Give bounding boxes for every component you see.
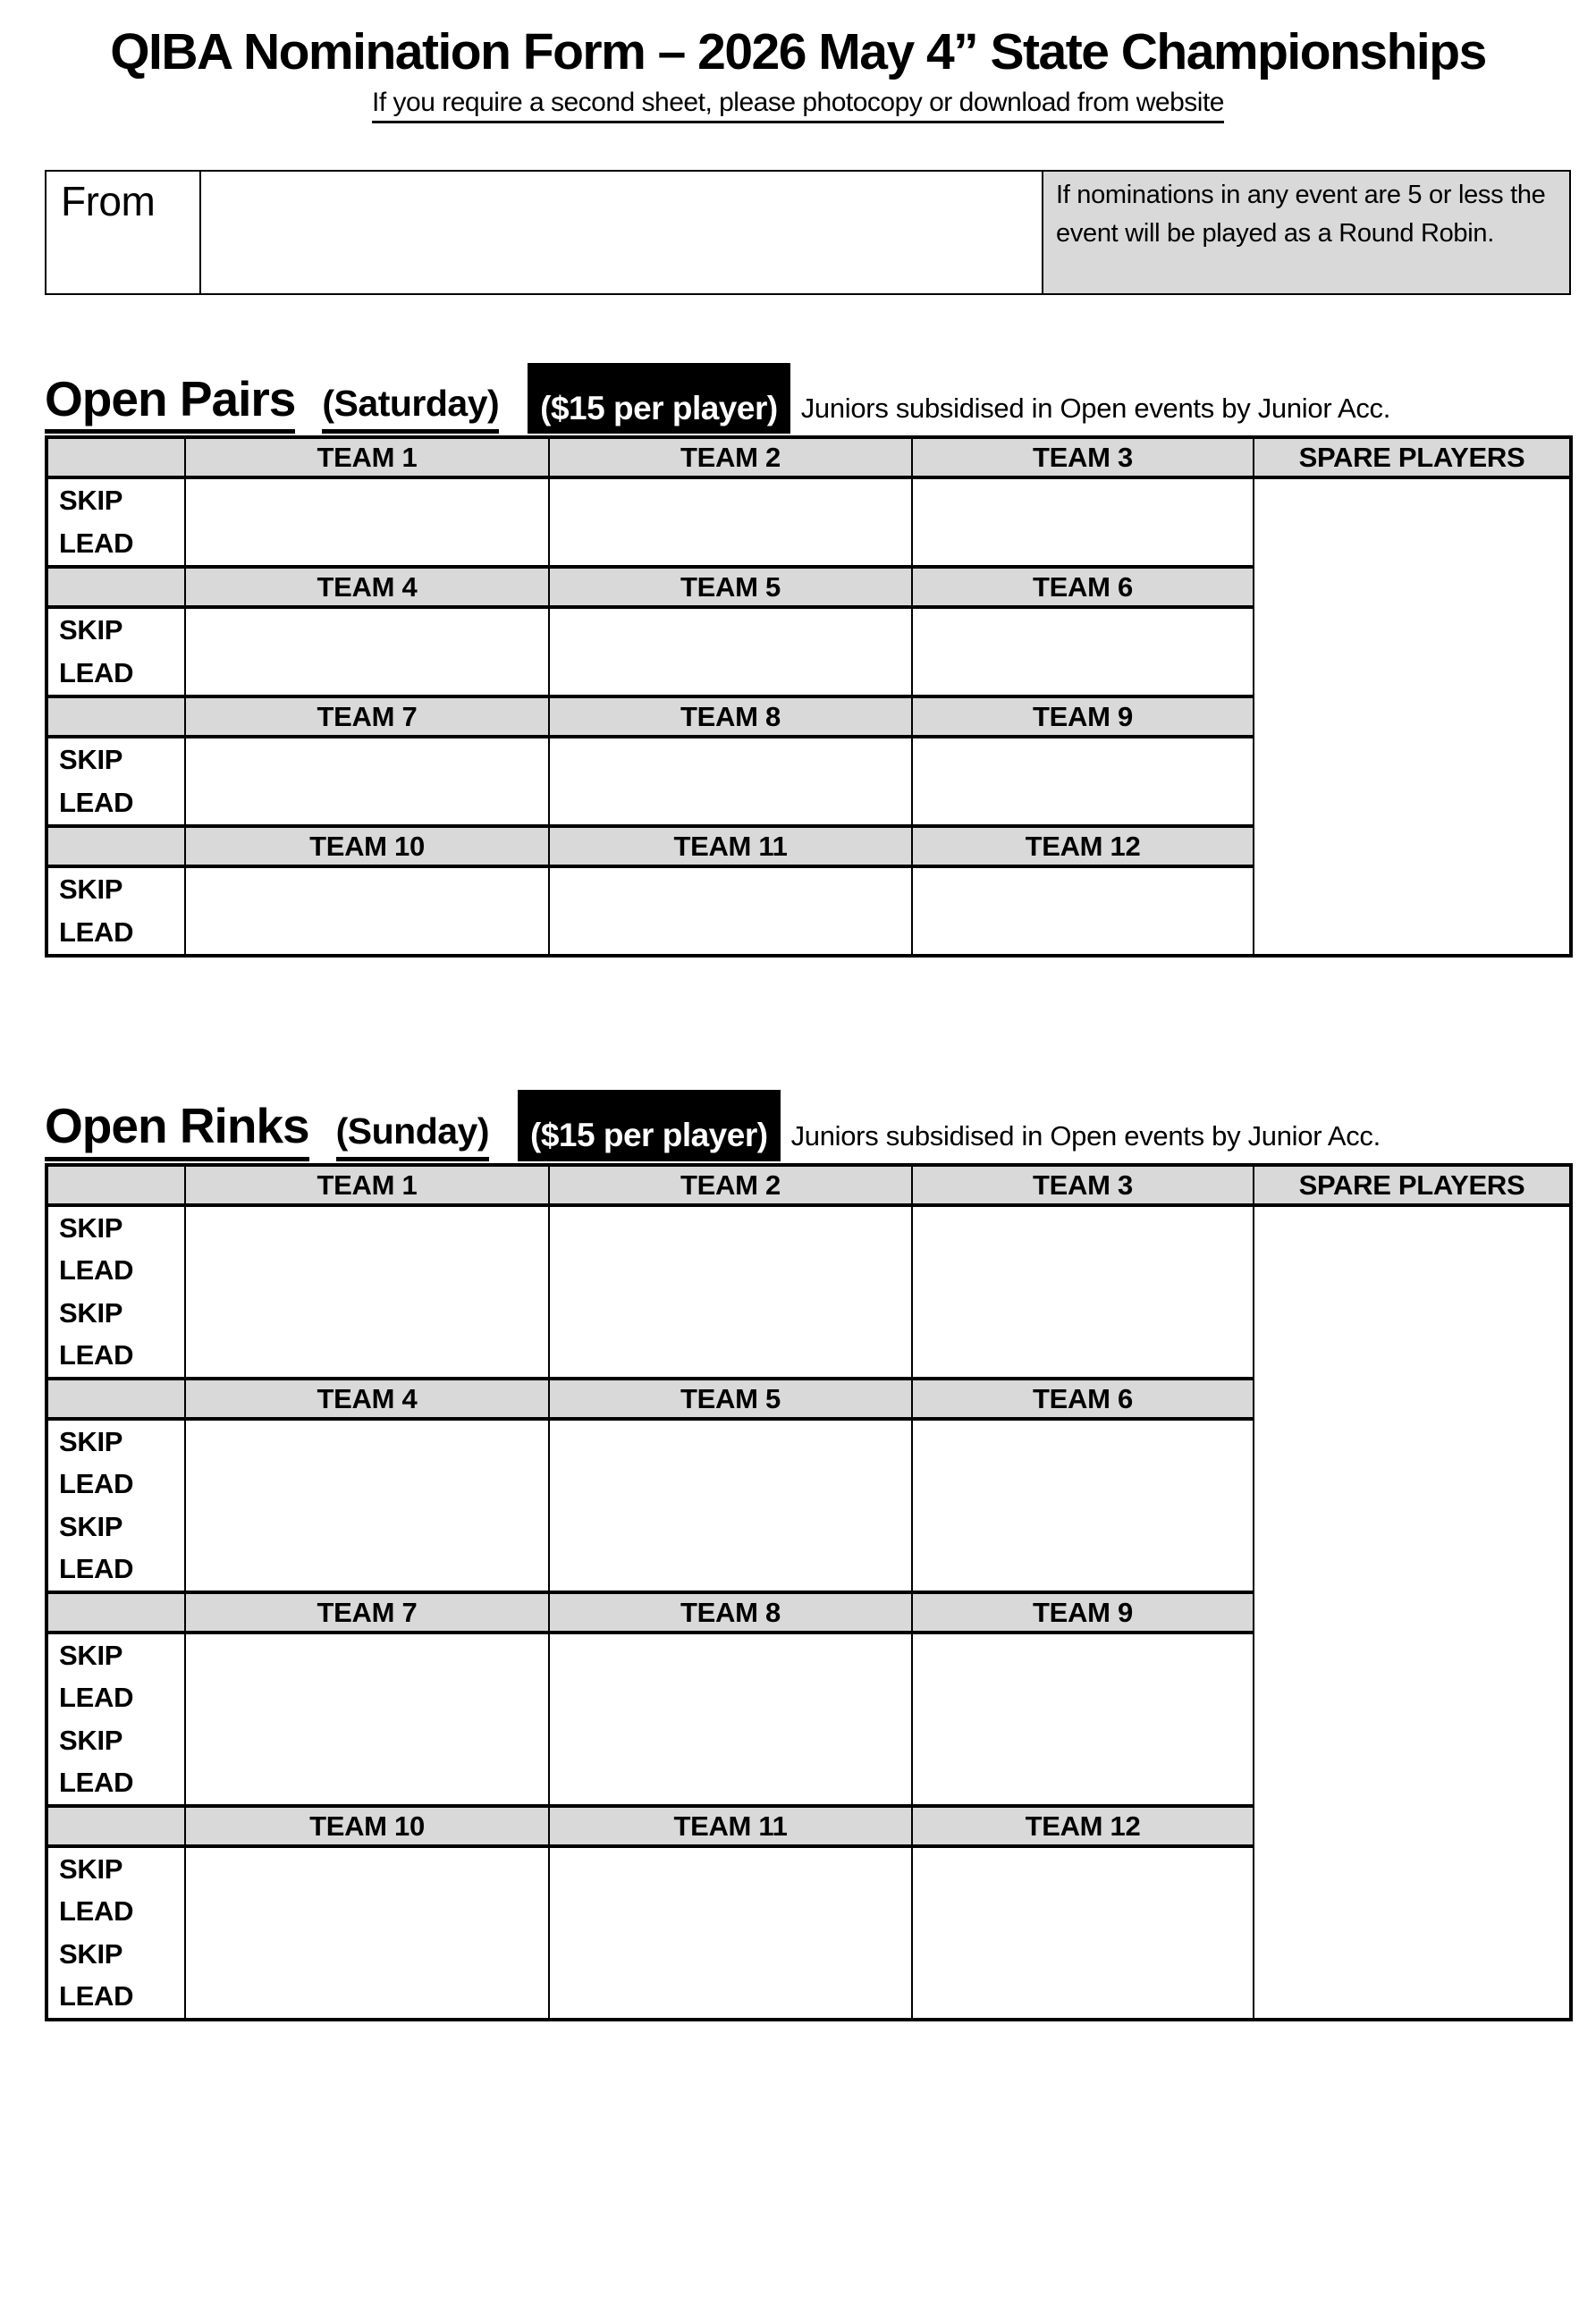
pairs-header-spare-players: SPARE PLAYERS [1254, 437, 1571, 477]
open-pairs-title: Open Pairs [45, 374, 295, 435]
from-table [45, 170, 1571, 295]
skip-label: SKIP [59, 1937, 123, 1970]
nomination-form-page [0, 23, 1596, 2312]
rinks-header-spare-players: SPARE PLAYERS [1254, 1165, 1571, 1205]
from-row [46, 171, 1570, 294]
skip-label: SKIP [59, 1639, 123, 1671]
corner-cell [46, 1165, 185, 1205]
pairs-row-labels [46, 737, 185, 826]
skip-label: SKIP [59, 1211, 123, 1244]
skip-label: SKIP [59, 744, 123, 776]
from-label: From [46, 171, 200, 294]
rinks-header-team-8: TEAM 8 [549, 1592, 912, 1633]
rinks-header-team-1: TEAM 1 [185, 1165, 549, 1205]
rinks-team-1-entry-cell[interactable] [185, 1205, 549, 1379]
corner-cell [46, 826, 185, 866]
rinks-team-2-entry-cell[interactable] [549, 1205, 912, 1379]
page-title: QIBA Nomination Form – 2026 May 4” State Championships [110, 23, 1486, 80]
open-rinks-fee-badge: ($15 per player) [518, 1090, 781, 1161]
rinks-row-labels [46, 1846, 185, 2020]
rinks-team-9-entry-cell[interactable] [912, 1633, 1254, 1806]
open-pairs-day: (Saturday) [322, 384, 499, 434]
pairs-header-team-6: TEAM 6 [912, 567, 1254, 607]
rinks-team-11-entry-cell[interactable] [549, 1846, 912, 2020]
open-pairs-fee-badge: ($15 per player) [528, 363, 790, 435]
pairs-header-team-8: TEAM 8 [549, 696, 912, 737]
skip-label: SKIP [59, 1852, 123, 1885]
corner-cell [46, 696, 185, 737]
pairs-spare-players-cell[interactable] [1254, 477, 1571, 956]
pairs-header-team-12: TEAM 12 [912, 826, 1254, 866]
open-pairs-table [45, 435, 1573, 958]
rinks-team-8-entry-cell[interactable] [549, 1633, 912, 1806]
pairs-header-team-4: TEAM 4 [185, 567, 549, 607]
pairs-header-team-9: TEAM 9 [912, 696, 1254, 737]
pairs-team-7-entry-cell[interactable] [185, 737, 549, 826]
lead-label: LEAD [59, 1468, 134, 1500]
rinks-header-team-12: TEAM 12 [912, 1806, 1254, 1846]
lead-label: LEAD [59, 1254, 134, 1287]
pairs-entry-row-1 [46, 477, 1571, 567]
pairs-team-3-entry-cell[interactable] [912, 477, 1254, 567]
skip-label: SKIP [59, 1425, 123, 1457]
pairs-team-8-entry-cell[interactable] [549, 737, 912, 826]
lead-label: LEAD [59, 1895, 134, 1928]
corner-cell [46, 1592, 185, 1633]
rinks-header-team-11: TEAM 11 [549, 1806, 912, 1846]
pairs-team-4-entry-cell[interactable] [185, 607, 549, 696]
rinks-header-team-3: TEAM 3 [912, 1165, 1254, 1205]
pairs-header-team-3: TEAM 3 [912, 437, 1254, 477]
pairs-header-team-1: TEAM 1 [185, 437, 549, 477]
open-rinks-heading [45, 1090, 1596, 1161]
page-subtitle-row [0, 88, 1596, 123]
rinks-header-team-9: TEAM 9 [912, 1592, 1254, 1633]
rinks-team-5-entry-cell[interactable] [549, 1419, 912, 1592]
rinks-header-team-7: TEAM 7 [185, 1592, 549, 1633]
corner-cell [46, 567, 185, 607]
rinks-spare-players-cell[interactable] [1254, 1205, 1571, 2020]
round-robin-note: If nominations in any event are 5 or less the event will be played as a Round Robin. [1043, 171, 1570, 294]
pairs-team-2-entry-cell[interactable] [549, 477, 912, 567]
lead-label: LEAD [59, 1553, 134, 1585]
pairs-header-team-11: TEAM 11 [549, 826, 912, 866]
skip-label: SKIP [59, 614, 123, 646]
rinks-header-team-4: TEAM 4 [185, 1379, 549, 1419]
rinks-header-team-10: TEAM 10 [185, 1806, 549, 1846]
corner-cell [46, 1806, 185, 1846]
pairs-team-6-entry-cell[interactable] [912, 607, 1254, 696]
rinks-header-team-2: TEAM 2 [549, 1165, 912, 1205]
skip-label: SKIP [59, 485, 123, 517]
from-input-cell[interactable] [200, 171, 1043, 294]
rinks-header-team-6: TEAM 6 [912, 1379, 1254, 1419]
lead-label: LEAD [59, 1339, 134, 1371]
pairs-header-team-10: TEAM 10 [185, 826, 549, 866]
skip-label: SKIP [59, 1724, 123, 1756]
open-rinks-juniors-note: Juniors subsidised in Open events by Junior Acc. [790, 1120, 1381, 1152]
pairs-team-9-entry-cell[interactable] [912, 737, 1254, 826]
corner-cell [46, 1379, 185, 1419]
pairs-team-10-entry-cell[interactable] [185, 866, 549, 956]
lead-label: LEAD [59, 657, 134, 689]
pairs-team-1-entry-cell[interactable] [185, 477, 549, 567]
open-rinks-day: (Sunday) [336, 1111, 489, 1161]
corner-cell [46, 437, 185, 477]
rinks-entry-row-1 [46, 1205, 1571, 1379]
rinks-row-labels [46, 1419, 185, 1592]
lead-label: LEAD [59, 1767, 134, 1799]
pairs-header-team-2: TEAM 2 [549, 437, 912, 477]
lead-label: LEAD [59, 527, 134, 560]
open-rinks-table [45, 1163, 1573, 2021]
lead-label: LEAD [59, 916, 134, 949]
rinks-row-labels [46, 1633, 185, 1806]
rinks-team-3-entry-cell[interactable] [912, 1205, 1254, 1379]
pairs-row-labels [46, 866, 185, 956]
rinks-row-labels [46, 1205, 185, 1379]
rinks-team-6-entry-cell[interactable] [912, 1419, 1254, 1592]
pairs-team-5-entry-cell[interactable] [549, 607, 912, 696]
pairs-header-team-5: TEAM 5 [549, 567, 912, 607]
page-subtitle: If you require a second sheet, please photocopy or download from website [372, 88, 1224, 123]
pairs-header-team-7: TEAM 7 [185, 696, 549, 737]
rinks-header-row-1 [46, 1165, 1571, 1205]
lead-label: LEAD [59, 1682, 134, 1714]
pairs-team-11-entry-cell[interactable] [549, 866, 912, 956]
pairs-row-labels [46, 607, 185, 696]
lead-label: LEAD [59, 1980, 134, 2012]
skip-label: SKIP [59, 1510, 123, 1542]
skip-label: SKIP [59, 1296, 123, 1329]
pairs-team-12-entry-cell[interactable] [912, 866, 1254, 956]
open-rinks-title: Open Rinks [45, 1101, 309, 1161]
rinks-team-7-entry-cell[interactable] [185, 1633, 549, 1806]
rinks-team-12-entry-cell[interactable] [912, 1846, 1254, 2020]
rinks-team-4-entry-cell[interactable] [185, 1419, 549, 1592]
lead-label: LEAD [59, 787, 134, 819]
skip-label: SKIP [59, 873, 123, 906]
pairs-header-row-1 [46, 437, 1571, 477]
rinks-team-10-entry-cell[interactable] [185, 1846, 549, 2020]
rinks-header-team-5: TEAM 5 [549, 1379, 912, 1419]
pairs-row-labels [46, 477, 185, 567]
open-pairs-juniors-note: Juniors subsidised in Open events by Junior Acc. [800, 392, 1391, 425]
open-pairs-heading [45, 363, 1596, 435]
